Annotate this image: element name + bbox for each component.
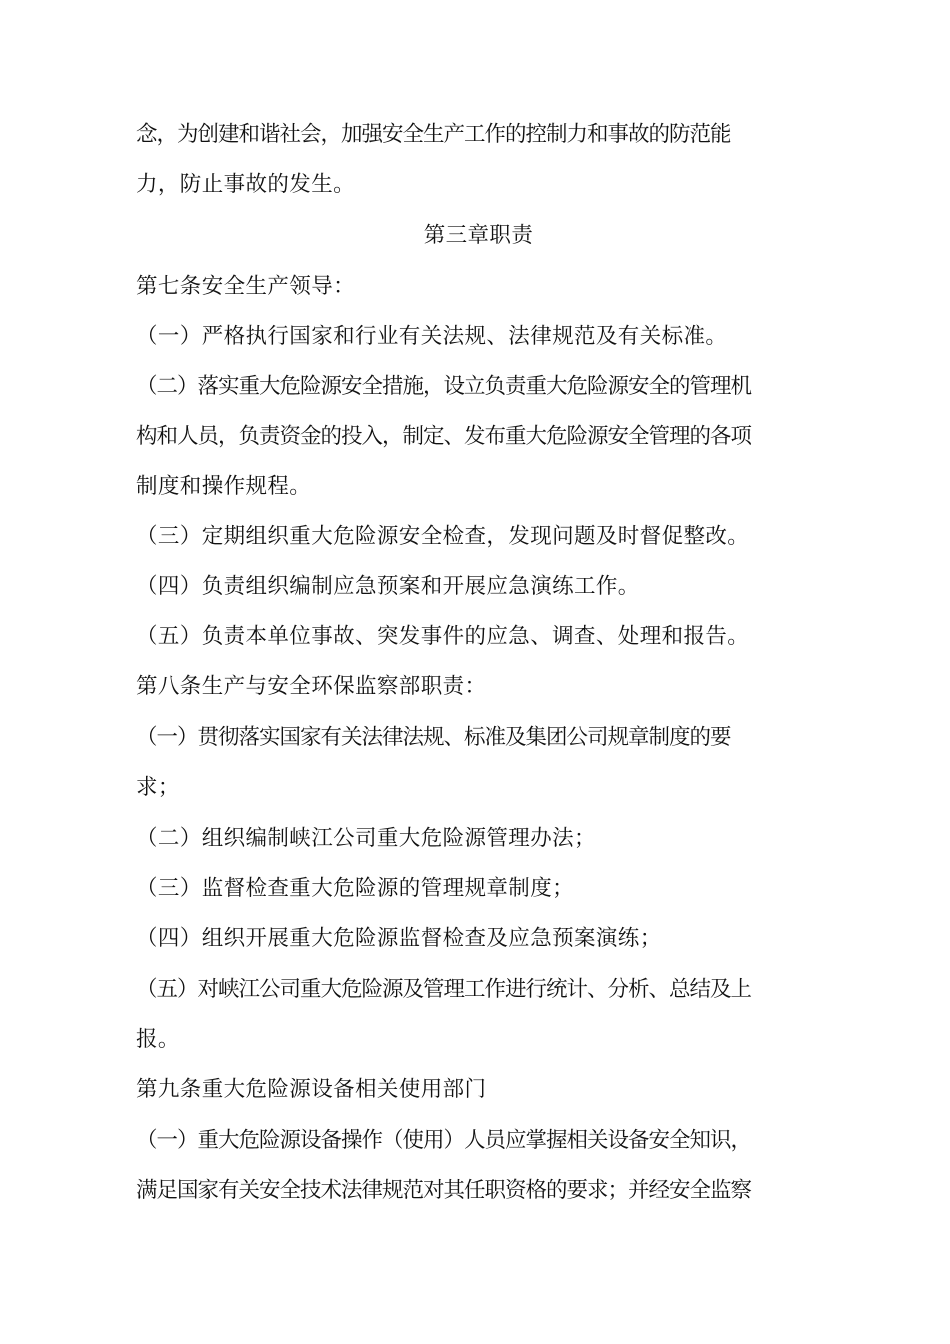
text-line: 念，为创建和谐社会，加强安全生产工作的控制力和事故的防范能 xyxy=(136,122,731,147)
text-line: （一）严格执行国家和行业有关法规、法律规范及有关标准。 xyxy=(136,324,728,349)
chapter-heading: 第三章职责 xyxy=(423,223,534,248)
text-line: （四）组织开展重大危险源监督检查及应急预案演练； xyxy=(136,926,662,951)
text-line: （二）组织编制峡江公司重大危险源管理办法； xyxy=(136,826,596,851)
text-line: （三）监督检查重大危险源的管理规章制度； xyxy=(136,876,575,901)
text-line: （五）对峡江公司重大危险源及管理工作进行统计、分析、总结及上 xyxy=(136,977,752,1002)
text-line: 报。 xyxy=(136,1027,180,1052)
text-line: 求； xyxy=(136,775,180,800)
text-line: （一）重大危险源设备操作（使用）人员应掌握相关设备安全知识， xyxy=(136,1128,752,1153)
text-line: 制度和操作规程。 xyxy=(136,474,312,499)
text-line: 满足国家有关安全技术法律规范对其任职资格的要求；并经安全监察 xyxy=(136,1178,752,1203)
text-line: （四）负责组织编制应急预案和开展应急演练工作。 xyxy=(136,574,640,599)
text-line: 力，防止事故的发生。 xyxy=(136,172,356,197)
article-heading: 第七条安全生产领导： xyxy=(136,274,356,299)
text-line: （五）负责本单位事故、突发事件的应急、调查、处理和报告。 xyxy=(136,624,750,649)
text-line: （二）落实重大危险源安全措施，设立负责重大危险源安全的管理机 xyxy=(136,374,752,399)
text-line: 构和人员，负责资金的投入，制定、发布重大危险源安全管理的各项 xyxy=(136,424,752,449)
text-line: （三）定期组织重大危险源安全检查，发现问题及时督促整改。 xyxy=(136,524,750,549)
article-heading: 第九条重大危险源设备相关使用部门 xyxy=(136,1077,487,1102)
article-heading: 第八条生产与安全环保监察部职责： xyxy=(136,674,487,699)
text-line: （一）贯彻落实国家有关法律法规、标准及集团公司规章制度的要 xyxy=(136,725,731,750)
